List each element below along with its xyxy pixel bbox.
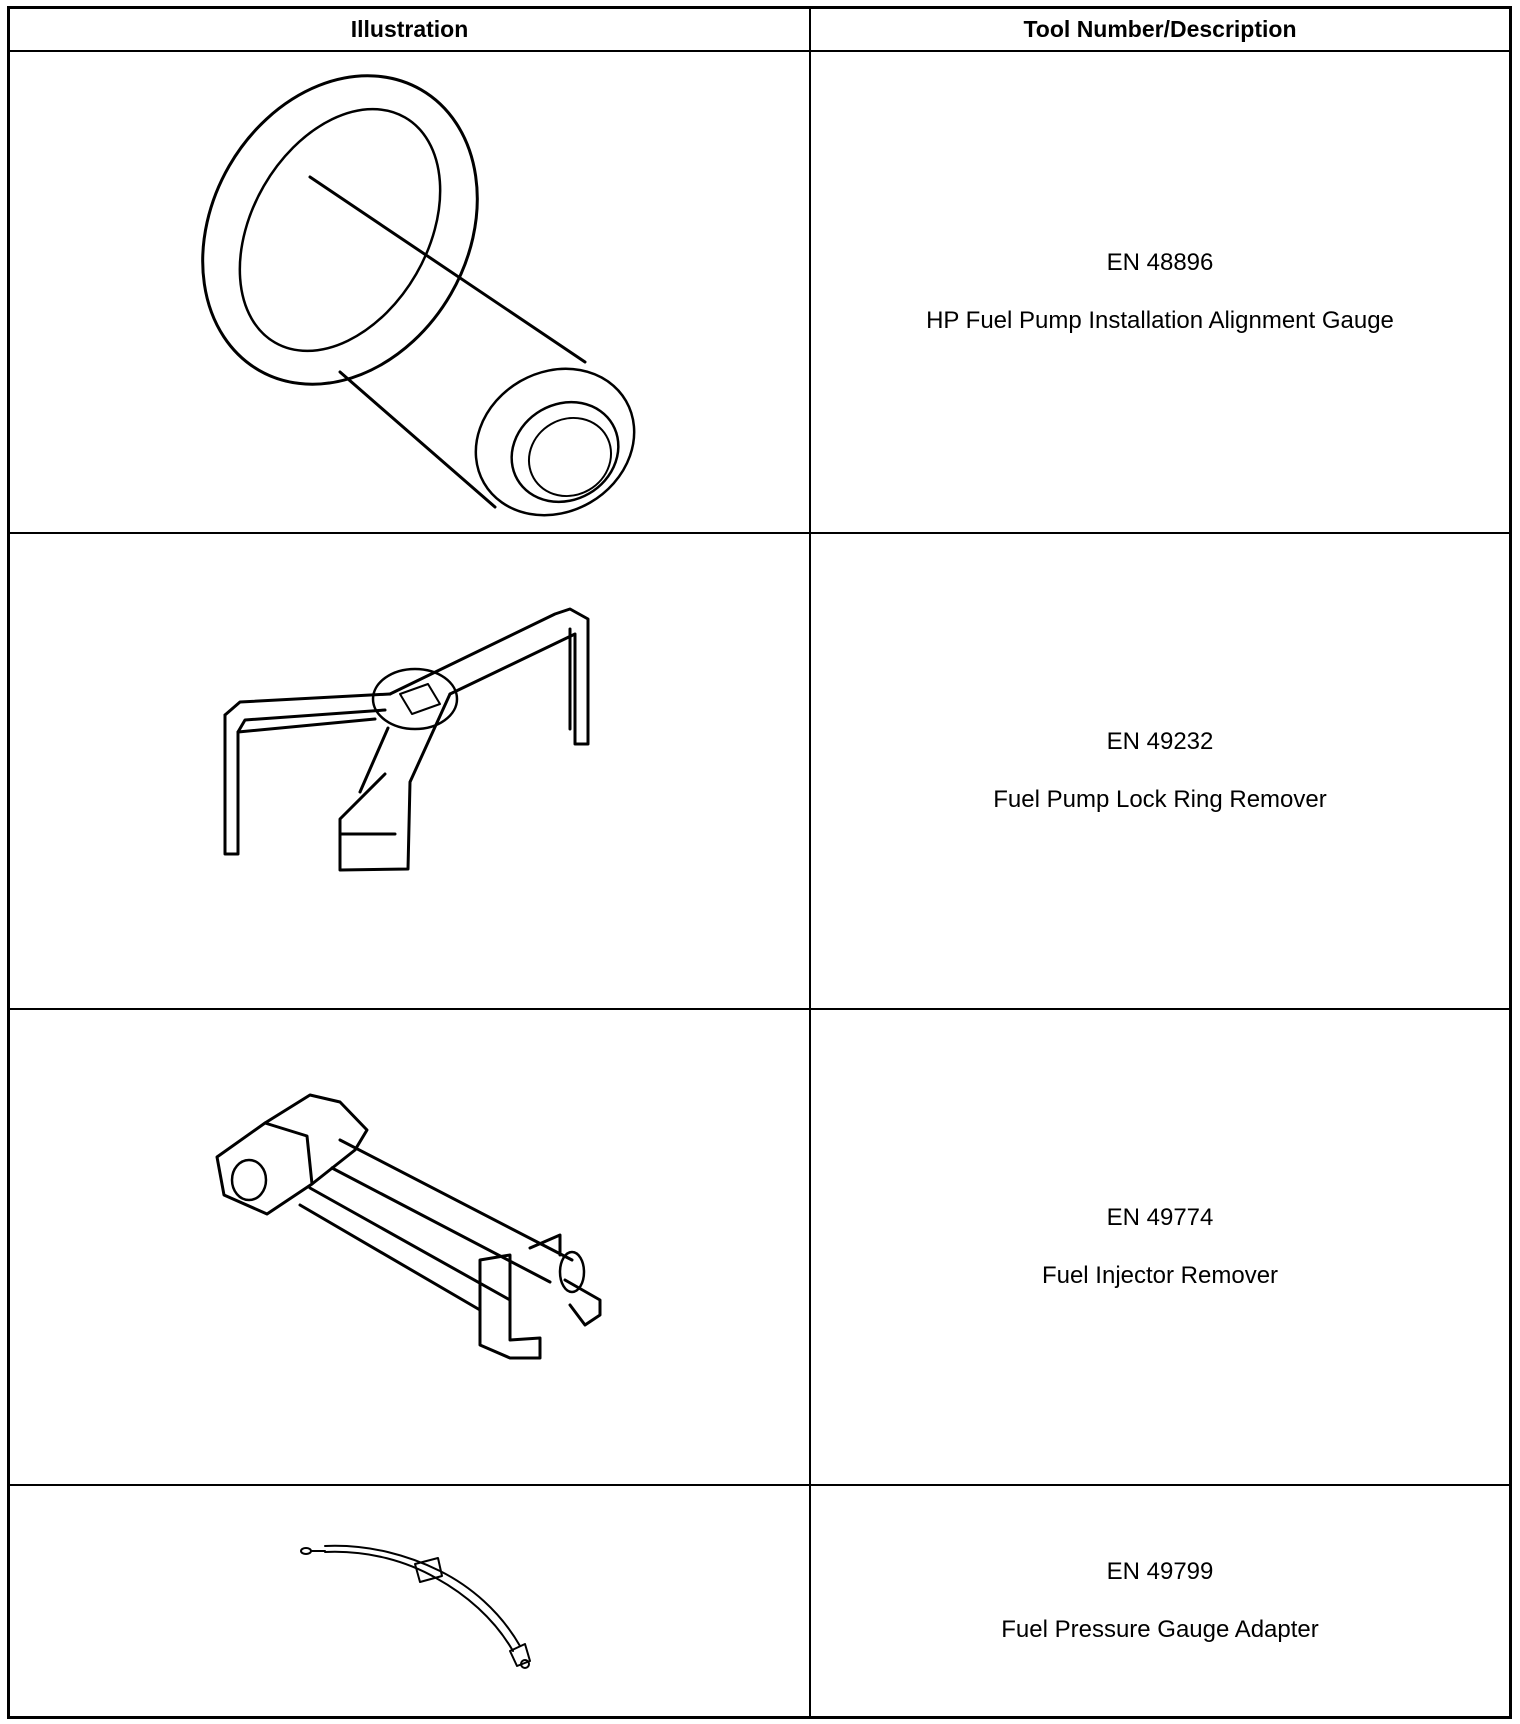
lock-ring-remover-icon: [10, 534, 811, 1010]
tool-number: EN 48896: [1106, 249, 1214, 276]
table-row: [10, 1010, 1509, 1486]
table-header-row: [10, 9, 1509, 52]
tool-description: Fuel Pump Lock Ring Remover: [993, 786, 1327, 813]
tool-description-cell: [811, 52, 1509, 532]
tool-description: HP Fuel Pump Installation Alignment Gauge: [926, 307, 1394, 334]
illustration-column-header: Illustration: [10, 9, 811, 50]
tool-number: EN 49774: [1106, 1204, 1214, 1231]
tool-description-cell: [811, 1486, 1509, 1716]
tool-number: EN 49232: [1106, 728, 1214, 755]
illustration-cell: [10, 52, 811, 532]
illustration-cell: [10, 1486, 811, 1716]
tool-column-header: Tool Number/Description: [1023, 16, 1297, 42]
tool-number: EN 49799: [1106, 1558, 1214, 1585]
tool-description: Fuel Injector Remover: [1041, 1262, 1279, 1289]
tool-table: [7, 6, 1512, 1719]
alignment-gauge-icon: [10, 52, 811, 534]
tool-description-cell: [811, 534, 1509, 1008]
table-row: [10, 534, 1509, 1010]
table-row: [10, 52, 1509, 534]
illustration-cell: [10, 534, 811, 1008]
tool-description-cell: [811, 1010, 1509, 1484]
tool-description: Fuel Pressure Gauge Adapter: [1001, 1616, 1319, 1643]
injector-remover-icon: [10, 1010, 811, 1486]
table-row: [10, 1486, 1509, 1716]
illustration-cell: [10, 1010, 811, 1484]
pressure-gauge-adapter-icon: [10, 1486, 811, 1716]
